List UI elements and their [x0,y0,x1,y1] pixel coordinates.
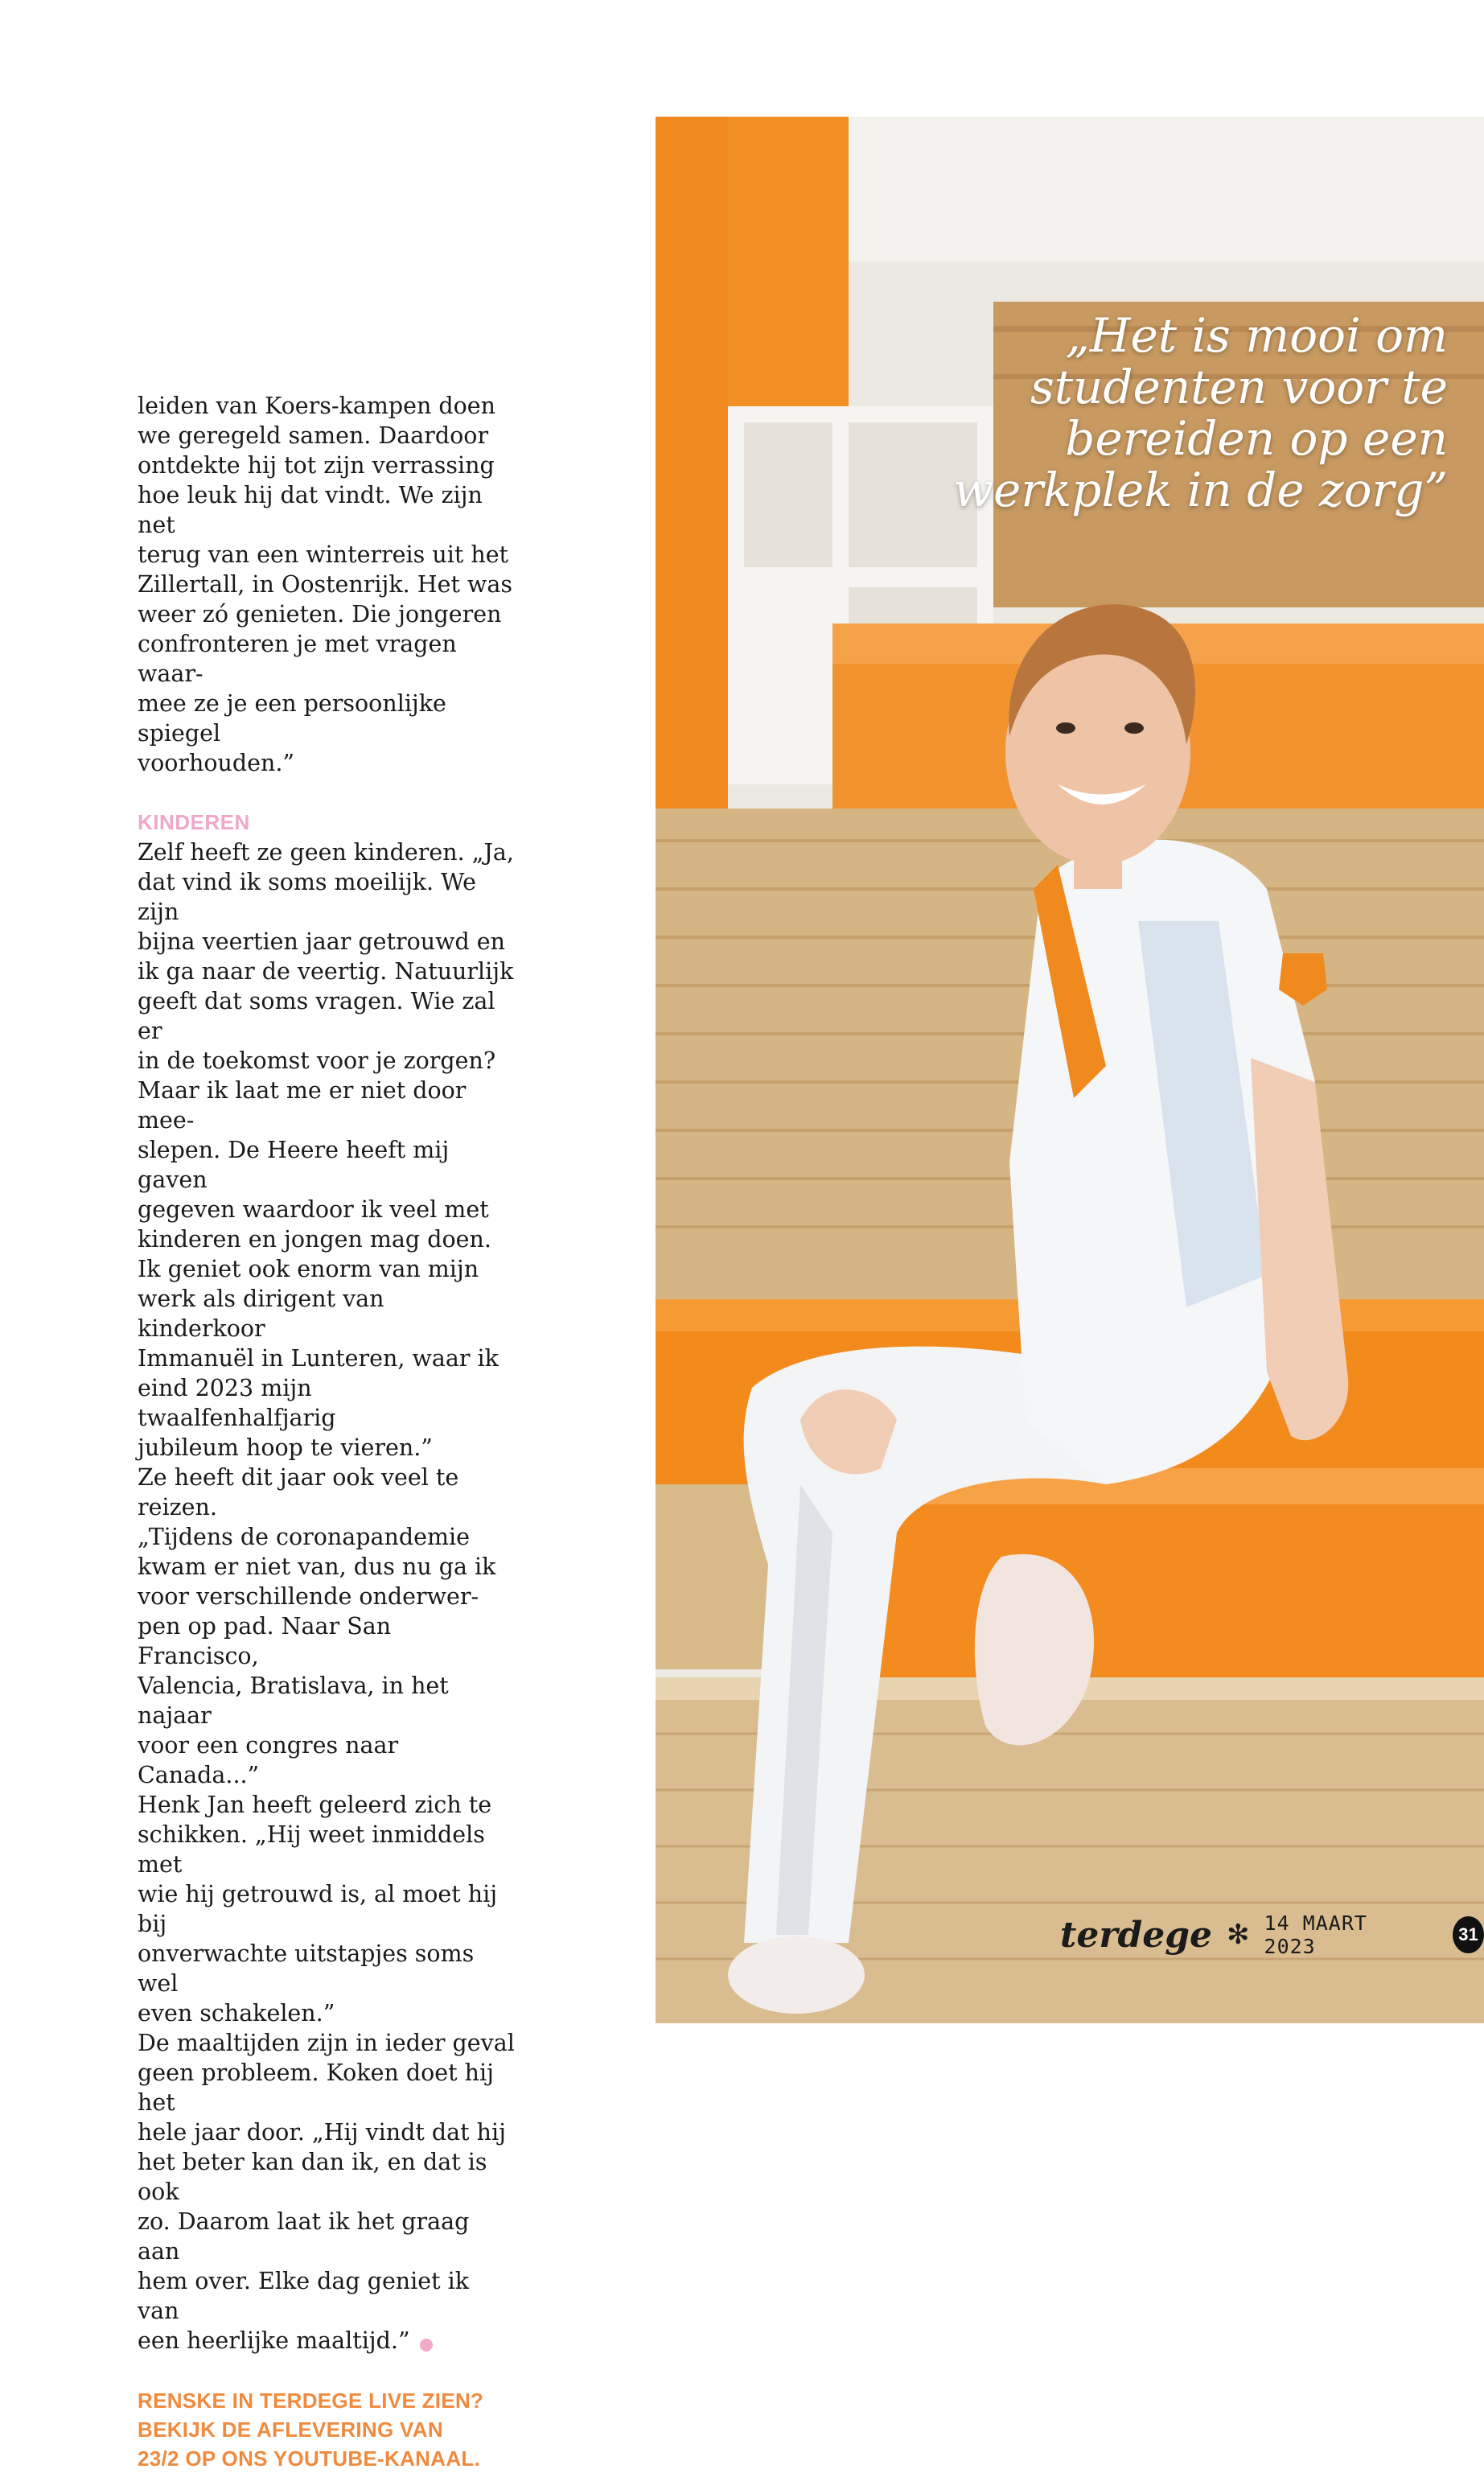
section-heading: KINDEREN [138,810,250,834]
portrait-photo [656,117,1484,2023]
magazine-logo: terdege [1060,1914,1213,1956]
article-paragraph-text: Zelf heeft ze geen kinderen. „Ja, dat vind ik soms moeilijk. We zijn bijna veertien jaar getrouwd en ik ga naar de veertig. Natuurlijk geeft dat soms vragen. Wie zal er in de toekomst voor je zorgen? Maar ik laat me er niet door mee- slepen. De Heere heeft mij gaven gegeven waardoor ik veel met kinderen en jongen mag doen. Ik geniet ook enorm van mijn werk als dirigent van kinderkoor Immanuël in Lunteren, waar ik eind 2023 mijn twaalfenhalfjarig jubileum hoop te vieren.” Ze heeft dit jaar ook veel te reizen. „Tijdens de coronapandemie kwam er niet van, dus nu ga ik voor verschillende onderwer- pen op pad. Naar San Francisco, Valencia, Bratislava, in het najaar voor een congres naar Canada...” Henk Jan heeft geleerd zich te schikken. „Hij weet inmiddels met wie hij getrouwd is, al moet hij bij onverwachte uitstapjes soms wel even schakelen.” De maaltijden zijn in ieder geval geen probleem. Koken doet hij het hele jaar door. „Hij vindt dat hij het beter kan dan ik, en dat is ook zo. Daarom laat ik het graag aan hem over. Elke dag geniet ik van een heerlijke maaltijd.” [138,839,515,2354]
article-column [138,391,516,2473]
pull-quote: „Het is mooi om studenten voor te bereiden op een werkplek in de zorg” [953,308,1448,517]
youtube-callout: RENSKE IN TERDEGE LIVE ZIEN? BEKIJK DE AFLEVERING VAN 23/2 OP ONS YOUTUBE-KANAAL. [138,2389,484,2471]
article-paragraph: leiden van Koers-kampen doen we geregeld samen. Daardoor ontdekte hij tot zijn verrassing hoe leuk hij dat vindt. We zijn net terug van een winterreis uit het Zillertall, in Oostenrijk. Het was weer zó genieten. Die jongeren confronteren je met vragen waar- mee ze je een persoonlijke spiegel voorhouden.” [138,393,512,776]
end-mark-icon [420,2339,433,2352]
asterisk-icon: ✻ [1227,1919,1250,1951]
issue-date: 14 MAART 2023 [1264,1911,1367,1958]
article-paragraph [138,837,516,2356]
page-number: 31 [1453,1916,1484,1953]
page-footer [1060,1911,1484,1958]
